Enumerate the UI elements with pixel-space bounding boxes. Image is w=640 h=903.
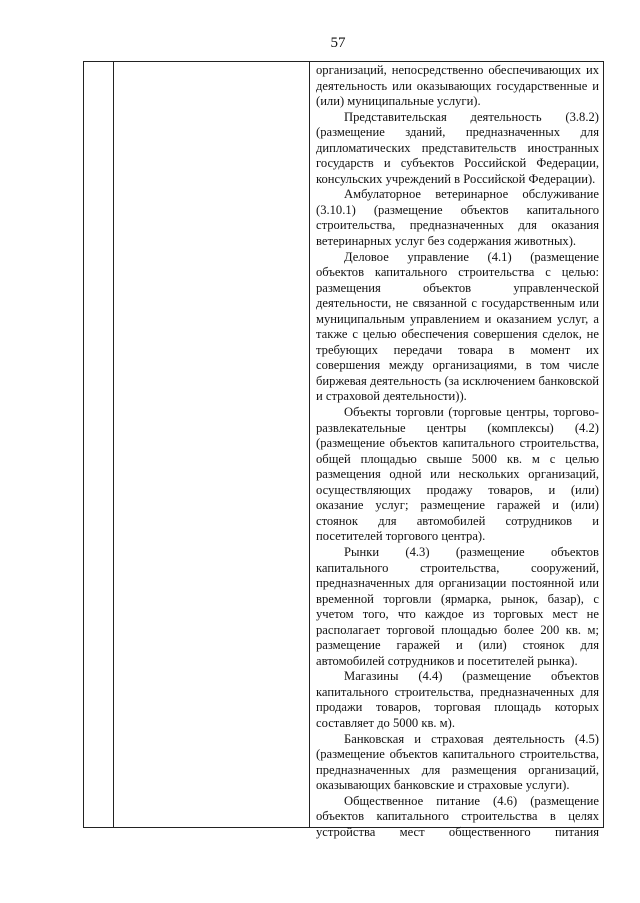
table-column-divider-2 [309,62,310,827]
paragraph-markets: Рынки (4.3) (размещение объектов капитального строительства, сооружений, предназначенных для организации постоянной или временной торговли (ярмарка, рынок, базар), с учетом того, что каждое из торговых мест не располагает торговой площадью более 200 кв. м; размещение гаражей и (или) стоянок для автомобилей сотрудников и посетителей рынка). [316,544,599,668]
paragraph-representative-activity: Представительская деятельность (3.8.2) (размещение зданий, предназначенных для дипломатических представительств иностранных государств и субъектов Российской Федерации, консульских учреждений в Российской Федерации). [316,109,599,186]
paragraph-banking-insurance: Банковская и страховая деятельность (4.5) (размещение объектов капитального строительства, предназначенных для размещения организаций, оказывающих банковские и страховые услуги). [316,731,599,793]
paragraph-continuation: организаций, непосредственно обеспечивающих их деятельность или оказывающих государственные и (или) муниципальные услуги). [316,63,599,109]
table-column-divider-1 [113,62,114,827]
document-table [83,61,604,839]
paragraph-business-management: Деловое управление (4.1) (размещение объектов капитального строительства с целью: размещения объектов управленческой деятельности, не связанной с государственным или муниципальным управлением и оказанием услуг, а также с целью обеспечения совершения сделок, не требующих передачи товара в момент их совершения между организациями, в том числе биржевая деятельность (за исключением банковской и страховой деятельности)). [316,249,599,404]
page-number: 57 [330,35,346,51]
paragraph-veterinary-service: Амбулаторное ветеринарное обслуживание (3.10.1) (размещение объектов капитального строительства, предназначенных для оказания ветеринарных услуг без содержания животных). [316,187,599,249]
paragraph-shops: Магазины (4.4) (размещение объектов капитального строительства, предназначенных для продажи товаров, торговая площадь которых составляет до 5000 кв. м). [316,669,599,730]
paragraph-public-catering: Общественное питание (4.6) (размещение объектов капитального строительства в целях устройства мест общественного питания [316,793,599,839]
table-text-cell [316,63,599,840]
paragraph-trade-objects: Объекты торговли (торговые центры, торгово-развлекательные центры (комплексы) (4.2) (размещение объектов капитального строительства, общей площадью свыше 5000 кв. м с целью размещения одной или нескольких организаций, осуществляющих продажу товаров, и (или) оказание услуг; размещение гаражей и (или) стоянок для автомобилей сотрудников и посетителей торгового центра). [316,405,599,544]
